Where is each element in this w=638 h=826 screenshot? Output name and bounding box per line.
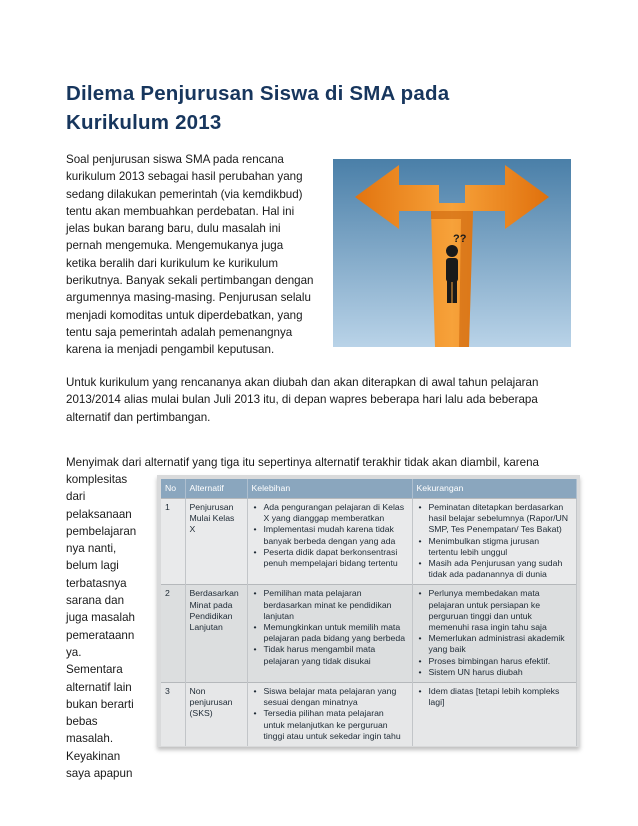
text-line: argumennya masing-masing. Penjurusan selalu xyxy=(66,291,311,305)
text-line: bukan berarti xyxy=(66,697,134,711)
text-line: karena ia menjadi pengambil keputusan. xyxy=(66,343,275,357)
text-line: ya. xyxy=(66,645,82,659)
text-line: komplesitas xyxy=(66,473,128,486)
bullet-line: pelajaran untuk persiapan ke xyxy=(428,599,541,610)
table-row xyxy=(161,499,576,585)
cell-alternatif xyxy=(185,683,247,747)
text-line: tentu saja pemerintah adalah pemenangnya xyxy=(66,325,293,339)
text-line: Keyakinan xyxy=(66,749,121,763)
text-line: 2013/2014 alias mulai bulan Juli 2013 itu, di depan wapres beberapa hari lalu ada beberapa xyxy=(66,393,538,407)
cell-line: Pendidikan xyxy=(189,610,233,621)
analysis-paragraph-wrapped xyxy=(66,471,156,782)
table-row xyxy=(161,585,576,683)
text-line: Sementara xyxy=(66,663,123,677)
bullet-line: yang baik xyxy=(428,644,466,655)
bullet-line: banyak berbeda dengan yang ada xyxy=(263,535,396,546)
question-marks: ?? xyxy=(453,233,467,245)
bullet-line: sesuai dengan minatnya xyxy=(263,697,358,708)
bullet-list xyxy=(417,588,572,678)
bullet-item xyxy=(429,686,572,708)
bullet-item xyxy=(264,622,408,644)
cell-no: 1 xyxy=(161,499,185,585)
bullet-line: • Sistem UN harus diubah xyxy=(428,666,523,677)
cell-kelebihan xyxy=(247,585,412,683)
bullet-line: SMP, Tes Penempatan/ Tes Bakat) xyxy=(428,524,562,535)
bullet-item xyxy=(264,502,408,524)
cell-line: Penjurusan xyxy=(189,502,234,512)
bullet-line: tinggi atau untuk sekedar ingin tahu xyxy=(263,730,401,741)
cell-kelebihan xyxy=(247,683,412,747)
bullet-line: • Siswa belajar mata pelajaran yang xyxy=(263,686,397,697)
bullet-line: • Implementasi mudah karena tidak xyxy=(263,524,394,535)
bullet-item xyxy=(264,588,408,622)
context-paragraph xyxy=(66,374,576,426)
bullet-line: lanjutan xyxy=(263,610,294,621)
bullet-line: tidak ada padanannya di dunia xyxy=(428,569,547,580)
bullet-line: • Perlunya membedakan mata xyxy=(428,588,540,599)
article-title xyxy=(66,79,506,137)
text-line: pembelajaran xyxy=(66,524,137,538)
text-line: terbatasnya xyxy=(66,576,127,590)
cell-kekurangan xyxy=(412,499,576,585)
alternatives-table-image xyxy=(157,475,580,747)
analysis-paragraph-first-line xyxy=(66,454,586,471)
cell-alternatif xyxy=(185,499,247,585)
table-header-row xyxy=(161,479,576,499)
table-row xyxy=(161,683,576,747)
cell-line: Berdasarkan xyxy=(189,588,239,599)
text-line: dari xyxy=(66,490,86,504)
bullet-item xyxy=(429,588,572,633)
bullet-item xyxy=(264,686,408,708)
bullet-list xyxy=(417,686,572,708)
bullet-line: • Pemilihan mata pelajaran xyxy=(263,588,362,599)
header-no: No xyxy=(161,479,185,499)
text-line: berikutnya. Banyak sekali pertimbangan dengan xyxy=(66,274,314,288)
bullet-line: tertentu lebih unggul xyxy=(428,546,508,557)
text-line: kurikulum 2013 sebagai hasil perubahan yang xyxy=(66,170,303,184)
bullet-line: berdasarkan minat ke pendidikan xyxy=(263,599,392,610)
bullet-item xyxy=(429,656,572,667)
cell-line: (SKS) xyxy=(189,708,213,719)
bullet-list xyxy=(417,502,572,580)
bullet-item xyxy=(264,644,408,666)
text-line: bebas xyxy=(66,715,98,729)
bullet-line: penuh mempelajari bidang tertentu xyxy=(263,558,398,569)
text-line: Soal penjurusan siswa SMA pada rencana xyxy=(66,153,284,166)
bullet-item xyxy=(429,558,572,580)
bullet-line: • Tersedia pilihan mata pelajaran xyxy=(263,708,384,719)
header-kekurangan: Kekurangan xyxy=(412,479,576,499)
text-line: tentu akan membuahkan perdebatan. Hal ini xyxy=(66,204,295,218)
bullet-item xyxy=(429,536,572,558)
bullet-list xyxy=(252,502,408,569)
header-kelebihan: Kelebihan xyxy=(247,479,412,499)
text-line: Untuk kurikulum yang rencananya akan diubah dan akan diterapkan di awal tahun pelajaran xyxy=(66,376,539,389)
text-line: alternatif lain xyxy=(66,680,132,694)
cell-no: 3 xyxy=(161,683,185,747)
text-line: juga masalah xyxy=(66,611,135,625)
text-line: alternatif dan pertimbangan. xyxy=(66,410,211,424)
text-line: pelaksanaan xyxy=(66,507,132,521)
bullet-list xyxy=(252,588,408,666)
text-line: nya nanti, xyxy=(66,542,117,556)
bullet-line: • Memerlukan administrasi akademik xyxy=(428,633,565,644)
bullet-line: untuk melanjutkan ke perguruan xyxy=(263,719,388,730)
cell-no: 2 xyxy=(161,585,185,683)
bullet-line: hasil belajar sebelumnya (Rapor/UN xyxy=(428,513,569,524)
cell-kekurangan xyxy=(412,585,576,683)
bullet-line: • Masih ada Penjurusan yang sudah xyxy=(428,558,563,569)
cell-line: Non xyxy=(189,686,206,697)
alternatives-table xyxy=(161,479,577,746)
text-line: menjadi komoditas untuk diperdebatkan, yang xyxy=(66,308,303,322)
cell-kekurangan xyxy=(412,683,576,747)
bullet-line: lagi] xyxy=(428,697,445,708)
bullet-line: • Proses bimbingan harus efektif. xyxy=(428,655,551,666)
bullet-line: • Peserta didik dapat berkonsentrasi xyxy=(263,546,398,557)
bullet-line: • Peminatan ditetapkan berdasarkan xyxy=(428,502,564,512)
text-line: masalah. xyxy=(66,732,114,746)
text-line: saya apapun xyxy=(66,767,133,781)
text-line: belum lagi xyxy=(66,559,119,573)
bullet-line: • Memungkinkan untuk memilih mata xyxy=(263,622,401,633)
bullet-line: X yang dianggap memberatkan xyxy=(263,513,385,524)
crossroads-illustration xyxy=(333,159,571,347)
bullet-item xyxy=(264,708,408,742)
cell-line: Mulai Kelas xyxy=(189,513,235,524)
bullet-line: • Tidak harus mengambil mata xyxy=(263,644,376,655)
cell-kelebihan xyxy=(247,499,412,585)
bullet-item xyxy=(429,633,572,655)
cell-line: X xyxy=(189,524,196,535)
text-line: pemerataann xyxy=(66,628,135,642)
bullet-line: pelajaran pada bidang yang berbeda xyxy=(263,633,406,644)
bullet-item xyxy=(264,547,408,569)
text-line: sedang dilakukan pemerintah (via kemdikbud) xyxy=(66,187,303,201)
text-line: pernah mengemuka. Mengemukanya juga xyxy=(66,239,284,253)
text-line: jelas bukan barang baru, dulu masalah ini xyxy=(66,222,281,236)
bullet-line: pelajaran yang tidak disukai xyxy=(263,655,371,666)
title-line: Dilema Penjurusan Siswa di SMA pada xyxy=(66,82,450,105)
cell-line: Lanjutan xyxy=(189,622,223,633)
bullet-item xyxy=(264,524,408,546)
cell-line: Minat pada xyxy=(189,599,233,610)
text-line: sarana dan xyxy=(66,594,125,608)
bullet-line: • Ada pengurangan pelajaran di Kelas xyxy=(263,502,405,512)
bullet-line: memenuhi rasa ingin tahu saja xyxy=(428,622,547,633)
bullet-item xyxy=(429,667,572,678)
bullet-line: • Menimbulkan stigma jurusan xyxy=(428,535,540,546)
bullet-line: perguruan tinggi dan untuk xyxy=(428,610,532,621)
intro-paragraph xyxy=(66,151,328,359)
bullet-list xyxy=(252,686,408,742)
bullet-line: • Idem diatas [tetapi lebih kompleks xyxy=(428,686,560,697)
text-line: ketika beralih dari kurikulum ke kurikulum xyxy=(66,256,278,270)
text-line: Menyimak dari alternatif yang tiga itu sepertinya alternatif terakhir tidak akan diambil, karena xyxy=(66,456,540,469)
bullet-item xyxy=(429,502,572,536)
title-line: Kurikulum 2013 xyxy=(66,111,222,134)
cell-line: penjurusan xyxy=(189,697,233,708)
header-alternatif: Alternatif xyxy=(185,479,247,499)
cell-alternatif xyxy=(185,585,247,683)
